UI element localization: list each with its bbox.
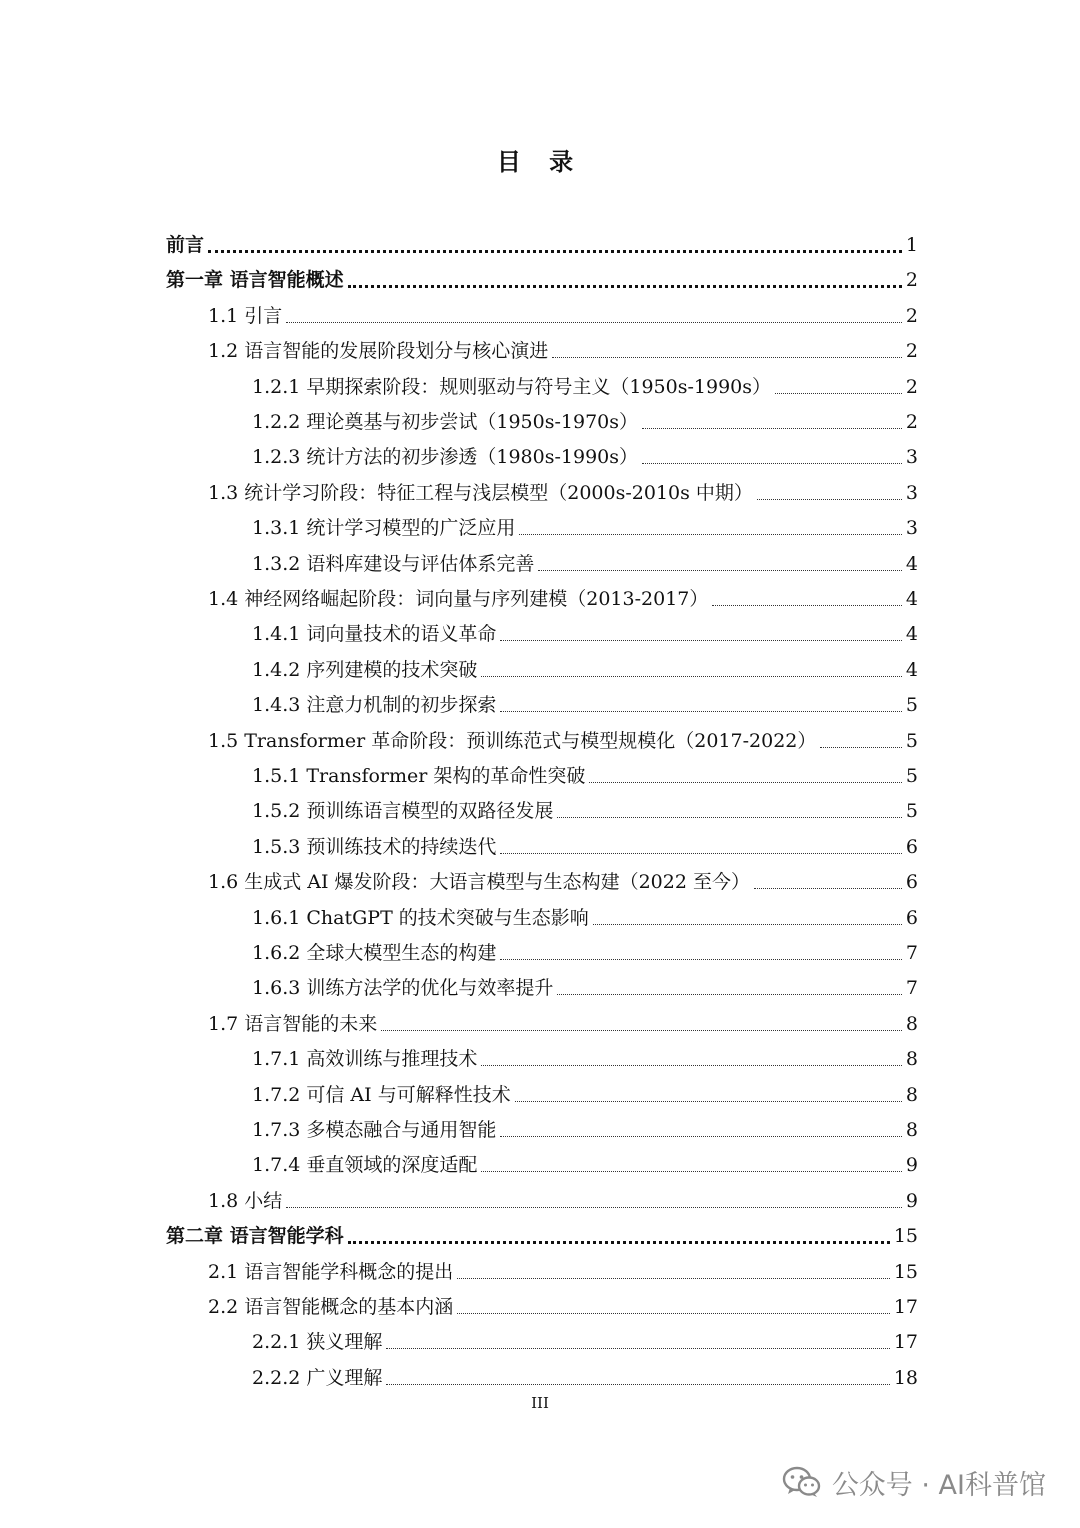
dot-leader: [500, 711, 902, 712]
toc-entry-label: 1.4.2 序列建模的技术突破: [252, 658, 478, 681]
toc-chapter-entry[interactable]: [166, 1217, 918, 1247]
toc-entry[interactable]: [208, 863, 918, 893]
toc-page-number: 7: [905, 942, 918, 964]
toc-page-number: 7: [905, 977, 918, 1000]
toc-page-number: 3: [905, 446, 918, 469]
toc-entry[interactable]: [252, 899, 918, 929]
toc-entry-label: 1.5 Transformer 革命阶段：预训练范式与模型规模化（2017-2022）: [208, 729, 817, 752]
dot-leader: [589, 782, 902, 783]
toc-entry-label: 1.5.2 预训练语言模型的双路径发展: [252, 800, 554, 823]
dot-leader: [381, 1030, 902, 1031]
toc-page-number: 6: [905, 835, 918, 858]
dot-leader: [348, 1241, 890, 1244]
toc-entry[interactable]: [252, 1040, 918, 1070]
toc-entry[interactable]: [208, 580, 918, 610]
toc-entry-label: 1.8 小结: [208, 1189, 283, 1212]
dot-leader: [481, 1065, 902, 1066]
toc-entry[interactable]: [208, 1182, 918, 1212]
toc-entry-label: 1.7.2 可信 AI 与可解释性技术: [252, 1083, 511, 1106]
dot-leader: [754, 888, 902, 889]
toc-entry-label: 1.4.3 注意力机制的初步探索: [252, 694, 497, 717]
toc-page-number: 2: [905, 269, 918, 292]
toc-entry[interactable]: [252, 828, 918, 858]
toc-page-number: 9: [905, 1154, 918, 1177]
dot-leader: [481, 676, 902, 677]
toc-entry-label: 1.4.1 词向量技术的语义革命: [252, 623, 497, 646]
dot-leader: [348, 285, 902, 288]
toc-entry[interactable]: [252, 438, 918, 468]
wechat-icon: [782, 1465, 822, 1499]
toc-page-number: 4: [905, 552, 918, 575]
dot-leader: [481, 1171, 902, 1172]
toc-page-number: 4: [905, 623, 918, 646]
toc-page-number: 17: [893, 1296, 918, 1318]
toc-entry-label: 1.3.2 语料库建设与评估体系完善: [252, 552, 535, 575]
page-title: 目 录: [496, 148, 584, 176]
toc-entry-label: 1.5.1 Transformer 架构的革命性突破: [252, 765, 586, 787]
toc-entry-label: 1.7.4 垂直领域的深度适配: [252, 1154, 478, 1177]
toc-page-number: 6: [905, 906, 918, 929]
toc-entry[interactable]: [252, 1359, 918, 1389]
toc-entry[interactable]: [252, 615, 918, 645]
toc-entry[interactable]: [252, 1111, 918, 1141]
toc-entry-label: 1.4 神经网络崛起阶段：词向量与序列建模（2013-2017）: [208, 588, 709, 610]
dot-leader: [557, 994, 902, 995]
toc-page-number: 8: [905, 1048, 918, 1071]
dot-leader: [457, 1313, 890, 1314]
toc-page-number: 2: [905, 304, 918, 327]
dot-leader: [515, 1101, 902, 1102]
toc-entry-label: 1.6.1 ChatGPT 的技术突破与生态影响: [252, 906, 589, 929]
dot-leader: [552, 357, 902, 358]
dot-leader: [557, 817, 902, 818]
toc-entry-label: 1.6 生成式 AI 爆发阶段：大语言模型与生态构建（2022 至今）: [208, 871, 750, 894]
toc-page-number: 3: [905, 517, 918, 540]
toc-entry[interactable]: [252, 545, 918, 575]
watermark-text: 公众号 · AI科普馆: [831, 1469, 1046, 1501]
toc-entry[interactable]: [208, 297, 918, 327]
toc-entry[interactable]: [252, 651, 918, 681]
dot-leader: [208, 250, 902, 253]
toc-page-number: 2: [905, 375, 918, 398]
dot-leader: [500, 1136, 902, 1137]
toc-entry-label: 第一章 语言智能概述: [166, 269, 344, 292]
dot-leader: [386, 1384, 889, 1385]
toc-entry[interactable]: [252, 1323, 918, 1353]
toc-page-number: 6: [905, 871, 918, 894]
dot-leader: [500, 959, 902, 960]
toc-entry[interactable]: [252, 1146, 918, 1176]
toc-page-number: 5: [905, 765, 918, 787]
toc-entry[interactable]: [208, 474, 918, 504]
dot-leader: [642, 463, 902, 464]
toc-entry-label: 2.1 语言智能学科概念的提出: [208, 1260, 454, 1283]
toc-entry-label: 前言: [166, 234, 205, 256]
toc-entry-label: 1.6.2 全球大模型生态的构建: [252, 942, 497, 964]
toc-page-number: 8: [905, 1119, 918, 1141]
toc-entry-label: 1.3 统计学习阶段：特征工程与浅层模型（2000s-2010s 中期）: [208, 481, 753, 504]
toc-entry[interactable]: [252, 1076, 918, 1106]
dot-leader: [286, 322, 902, 323]
toc-page-number: 2: [905, 411, 918, 433]
toc-entry-label: 1.2 语言智能的发展阶段划分与核心演进: [208, 340, 549, 363]
toc-entry[interactable]: [208, 1253, 918, 1283]
toc-entry[interactable]: [252, 969, 918, 999]
toc-entry[interactable]: [252, 792, 918, 822]
toc-page-number: 17: [893, 1331, 918, 1354]
dot-leader: [538, 570, 902, 571]
watermark: [782, 1460, 1046, 1504]
dot-leader: [757, 499, 902, 500]
dot-leader: [457, 1278, 890, 1279]
dot-leader: [286, 1207, 902, 1208]
dot-leader: [386, 1348, 889, 1349]
toc-entry[interactable]: [208, 332, 918, 362]
toc-entry-label: 第二章 语言智能学科: [166, 1225, 344, 1248]
toc-entry-label: 1.5.3 预训练技术的持续迭代: [252, 835, 497, 858]
toc-entry[interactable]: [252, 934, 918, 964]
toc-entry[interactable]: [252, 509, 918, 539]
toc-page-number: 18: [893, 1366, 918, 1389]
toc-entry-label: 2.2 语言智能概念的基本内涵: [208, 1296, 454, 1318]
toc-page-number: 1: [905, 234, 918, 256]
toc-page-number: 9: [905, 1189, 918, 1212]
dot-leader: [500, 853, 902, 854]
dot-leader: [500, 640, 902, 641]
toc-page-number: 3: [905, 481, 918, 504]
toc-entry-label: 2.2.1 狭义理解: [252, 1331, 383, 1354]
toc-entry[interactable]: [252, 686, 918, 716]
dot-leader: [820, 747, 902, 748]
toc-page-number: 4: [905, 658, 918, 681]
toc-chapter-entry[interactable]: [166, 261, 918, 291]
dot-leader: [642, 428, 902, 429]
toc-entry[interactable]: [208, 722, 918, 752]
toc-entry-label: 1.3.1 统计学习模型的广泛应用: [252, 517, 516, 540]
toc-entry-label: 1.2.2 理论奠基与初步尝试（1950s-1970s）: [252, 411, 639, 433]
toc-page-number: 4: [905, 588, 918, 610]
page-number: III: [531, 1394, 549, 1412]
dot-leader: [519, 534, 902, 535]
toc-entry[interactable]: [208, 1288, 918, 1318]
dot-leader: [775, 393, 902, 394]
toc-page-number: 5: [905, 800, 918, 823]
toc-page-number: 8: [905, 1012, 918, 1035]
toc-entry[interactable]: [252, 757, 918, 787]
toc-entry-label: 1.6.3 训练方法学的优化与效率提升: [252, 977, 554, 1000]
toc-entry-label: 1.1 引言: [208, 304, 283, 327]
toc-page-number: 15: [893, 1260, 918, 1283]
toc-chapter-entry[interactable]: [166, 226, 918, 256]
toc-entry-label: 1.7.1 高效训练与推理技术: [252, 1048, 478, 1071]
toc-entry[interactable]: [252, 368, 918, 398]
toc-page-number: 8: [905, 1083, 918, 1106]
toc-page-number: 5: [905, 694, 918, 717]
toc-entry-label: 1.7.3 多模态融合与通用智能: [252, 1119, 497, 1141]
toc-page-number: 2: [905, 340, 918, 363]
toc-page-number: 15: [893, 1225, 918, 1248]
toc-entry[interactable]: [252, 403, 918, 433]
toc-entry-label: 2.2.2 广义理解: [252, 1366, 383, 1389]
toc-entry-label: 1.2.1 早期探索阶段：规则驱动与符号主义（1950s-1990s）: [252, 375, 772, 398]
dot-leader: [593, 924, 902, 925]
toc-entry[interactable]: [208, 1005, 918, 1035]
toc-entry-label: 1.7 语言智能的未来: [208, 1012, 378, 1035]
dot-leader: [712, 605, 902, 606]
toc-entry-label: 1.2.3 统计方法的初步渗透（1980s-1990s）: [252, 446, 639, 469]
toc-page-number: 5: [905, 729, 918, 752]
